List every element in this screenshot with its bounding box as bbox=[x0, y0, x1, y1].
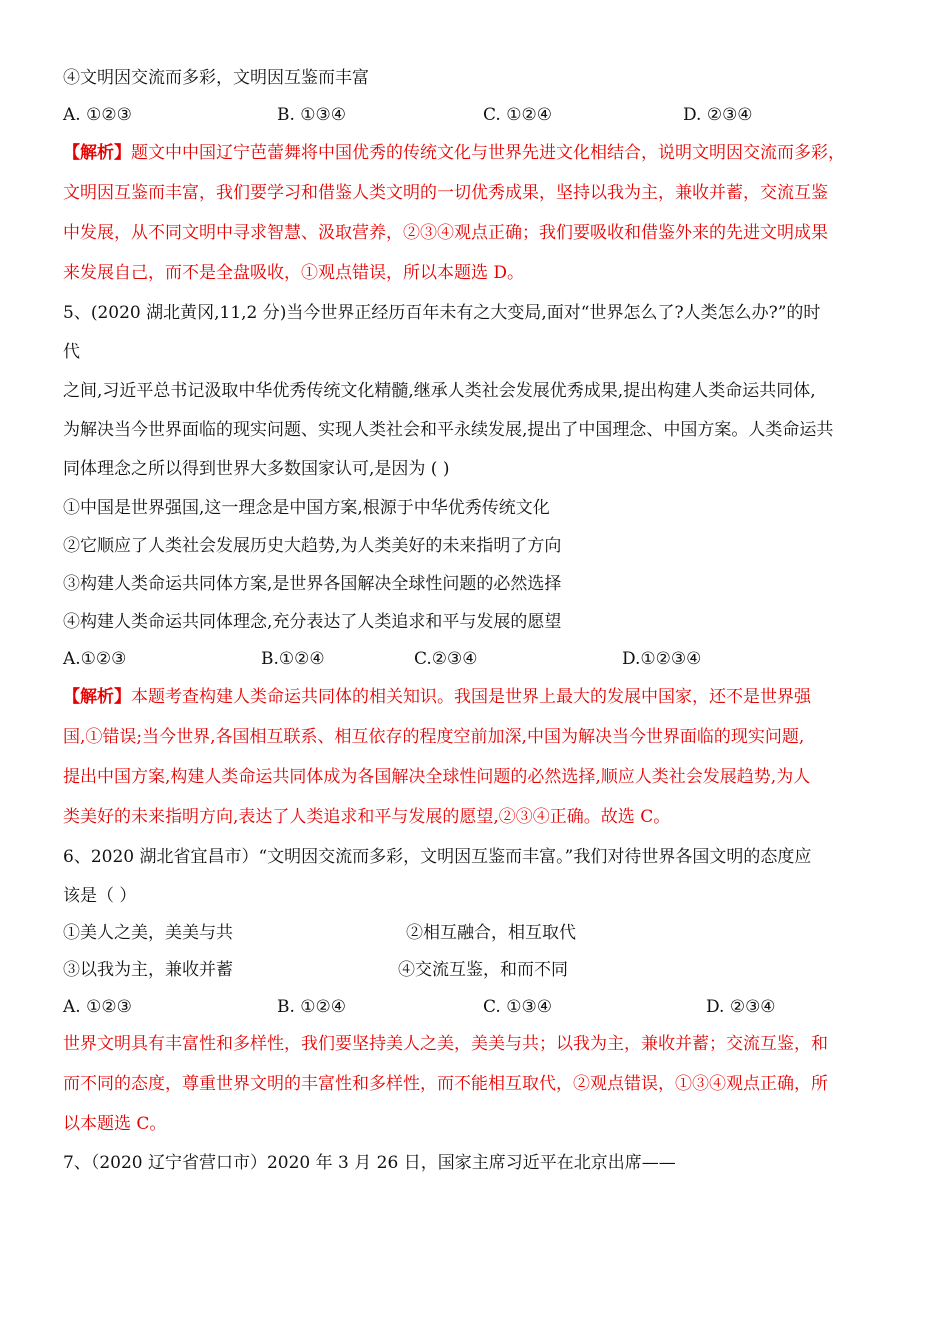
q5-stem-line-5: 同体理念之所以得到世界大多数国家认可,是因为 ( ) bbox=[63, 459, 450, 479]
q6-stem-line-1: 6、2020 湖北省宜昌市）“文明因交流而多彩，文明因互鉴而丰富。”我们对待世界各国文明的态度应 bbox=[63, 847, 812, 867]
q4-option-b: B. ①③④ bbox=[277, 105, 347, 125]
q6-statement-1: ①美人之美，美美与共 bbox=[63, 923, 233, 943]
q5-analysis-label: 【解析】 bbox=[63, 687, 131, 707]
q5-statement-3: ③构建人类命运共同体方案,是世界各国解决全球性问题的必然选择 bbox=[63, 574, 562, 594]
q4-option-a: A. ①②③ bbox=[63, 105, 132, 125]
q4-analysis-line-3: 中发展，从不同文明中寻求智慧、汲取营养，②③④观点正确；我们要吸收和借鉴外来的先进文明成果 bbox=[63, 223, 828, 243]
q6-option-b: B. ①②④ bbox=[277, 997, 347, 1017]
q6-option-d: D. ②③④ bbox=[706, 997, 776, 1017]
q5-analysis-line-2: 国,①错误;当今世界,各国相互联系、相互依存的程度空前加深,中国为解决当今世界面临的现实问题, bbox=[63, 727, 805, 747]
q4-analysis-line-1: 【解析】题文中中国辽宁芭蕾舞将中国优秀的传统文化与世界先进文化相结合，说明文明因交流而多彩， bbox=[63, 143, 845, 163]
q5-option-b: B.①②④ bbox=[261, 649, 325, 669]
q4-option-c: C. ①②④ bbox=[483, 105, 552, 125]
q4-analysis-line-2: 文明因互鉴而丰富，我们要学习和借鉴人类文明的一切优秀成果，坚持以我为主，兼收并蓄，交流互鉴 bbox=[63, 183, 828, 203]
q5-stem-line-4: 为解决当今世界面临的现实问题、实现人类社会和平永续发展,提出了中国理念、中国方案。人类命运共 bbox=[63, 420, 834, 440]
q5-stem-line-3: 之间,习近平总书记汲取中华优秀传统文化精髓,继承人类社会发展优秀成果,提出构建人类命运共同体, bbox=[63, 381, 816, 401]
q5-statement-1: ①中国是世界强国,这一理念是中国方案,根源于中华优秀传统文化 bbox=[63, 498, 550, 518]
q5-statement-4: ④构建人类命运共同体理念,充分表达了人类追求和平与发展的愿望 bbox=[63, 612, 562, 632]
q4-option-d: D. ②③④ bbox=[683, 105, 753, 125]
q6-statement-2: ②相互融合，相互取代 bbox=[406, 923, 576, 943]
q5-option-c: C.②③④ bbox=[414, 649, 478, 669]
q5-option-d: D.①②③④ bbox=[622, 649, 702, 669]
q6-option-c: C. ①③④ bbox=[483, 997, 552, 1017]
q4-statement-4: ④文明因交流而多彩，文明因互鉴而丰富 bbox=[63, 68, 369, 88]
q6-statement-4: ④交流互鉴，和而不同 bbox=[398, 960, 568, 980]
q6-analysis-line-2: 而不同的态度，尊重世界文明的丰富性和多样性，而不能相互取代，②观点错误，①③④观点正确，所 bbox=[63, 1074, 828, 1094]
q5-analysis-line-4: 类美好的未来指明方向,表达了人类追求和平与发展的愿望,②③④正确。故选 C。 bbox=[63, 807, 671, 827]
q6-analysis-line-3: 以本题选 C。 bbox=[63, 1114, 167, 1134]
q5-analysis-line-3: 提出中国方案,构建人类命运共同体成为各国解决全球性问题的必然选择,顺应人类社会发展趋势,为人 bbox=[63, 767, 811, 787]
q5-statement-2: ②它顺应了人类社会发展历史大趋势,为人类美好的未来指明了方向 bbox=[63, 536, 562, 556]
q4-analysis-line-4: 来发展自己，而不是全盘吸收，①观点错误，所以本题选 D。 bbox=[63, 263, 525, 283]
q6-option-a: A. ①②③ bbox=[63, 997, 132, 1017]
q7-stem-line-1: 7、（2020 辽宁省营口市）2020 年 3 月 26 日，国家主席习近平在北京出席—— bbox=[63, 1153, 676, 1173]
q5-analysis-line-1: 【解析】本题考查构建人类命运共同体的相关知识。我国是世界上最大的发展中国家，还不是世界强 bbox=[63, 687, 811, 707]
q5-stem-line-2: 代 bbox=[63, 342, 80, 362]
q6-statement-3: ③以我为主，兼收并蓄 bbox=[63, 960, 233, 980]
q5-option-a: A.①②③ bbox=[63, 649, 127, 669]
q6-stem-line-2: 该是（ ） bbox=[63, 886, 137, 906]
q4-analysis-label: 【解析】 bbox=[63, 143, 131, 163]
q5-stem-line-1: 5、(2020 湖北黄冈,11,2 分)当今世界正经历百年未有之大变局,面对“世界怎么了?人类怎么办?”的时 bbox=[63, 303, 821, 323]
q6-analysis-line-1: 世界文明具有丰富性和多样性，我们要坚持美人之美，美美与共；以我为主，兼收并蓄；交流互鉴，和 bbox=[63, 1034, 828, 1054]
